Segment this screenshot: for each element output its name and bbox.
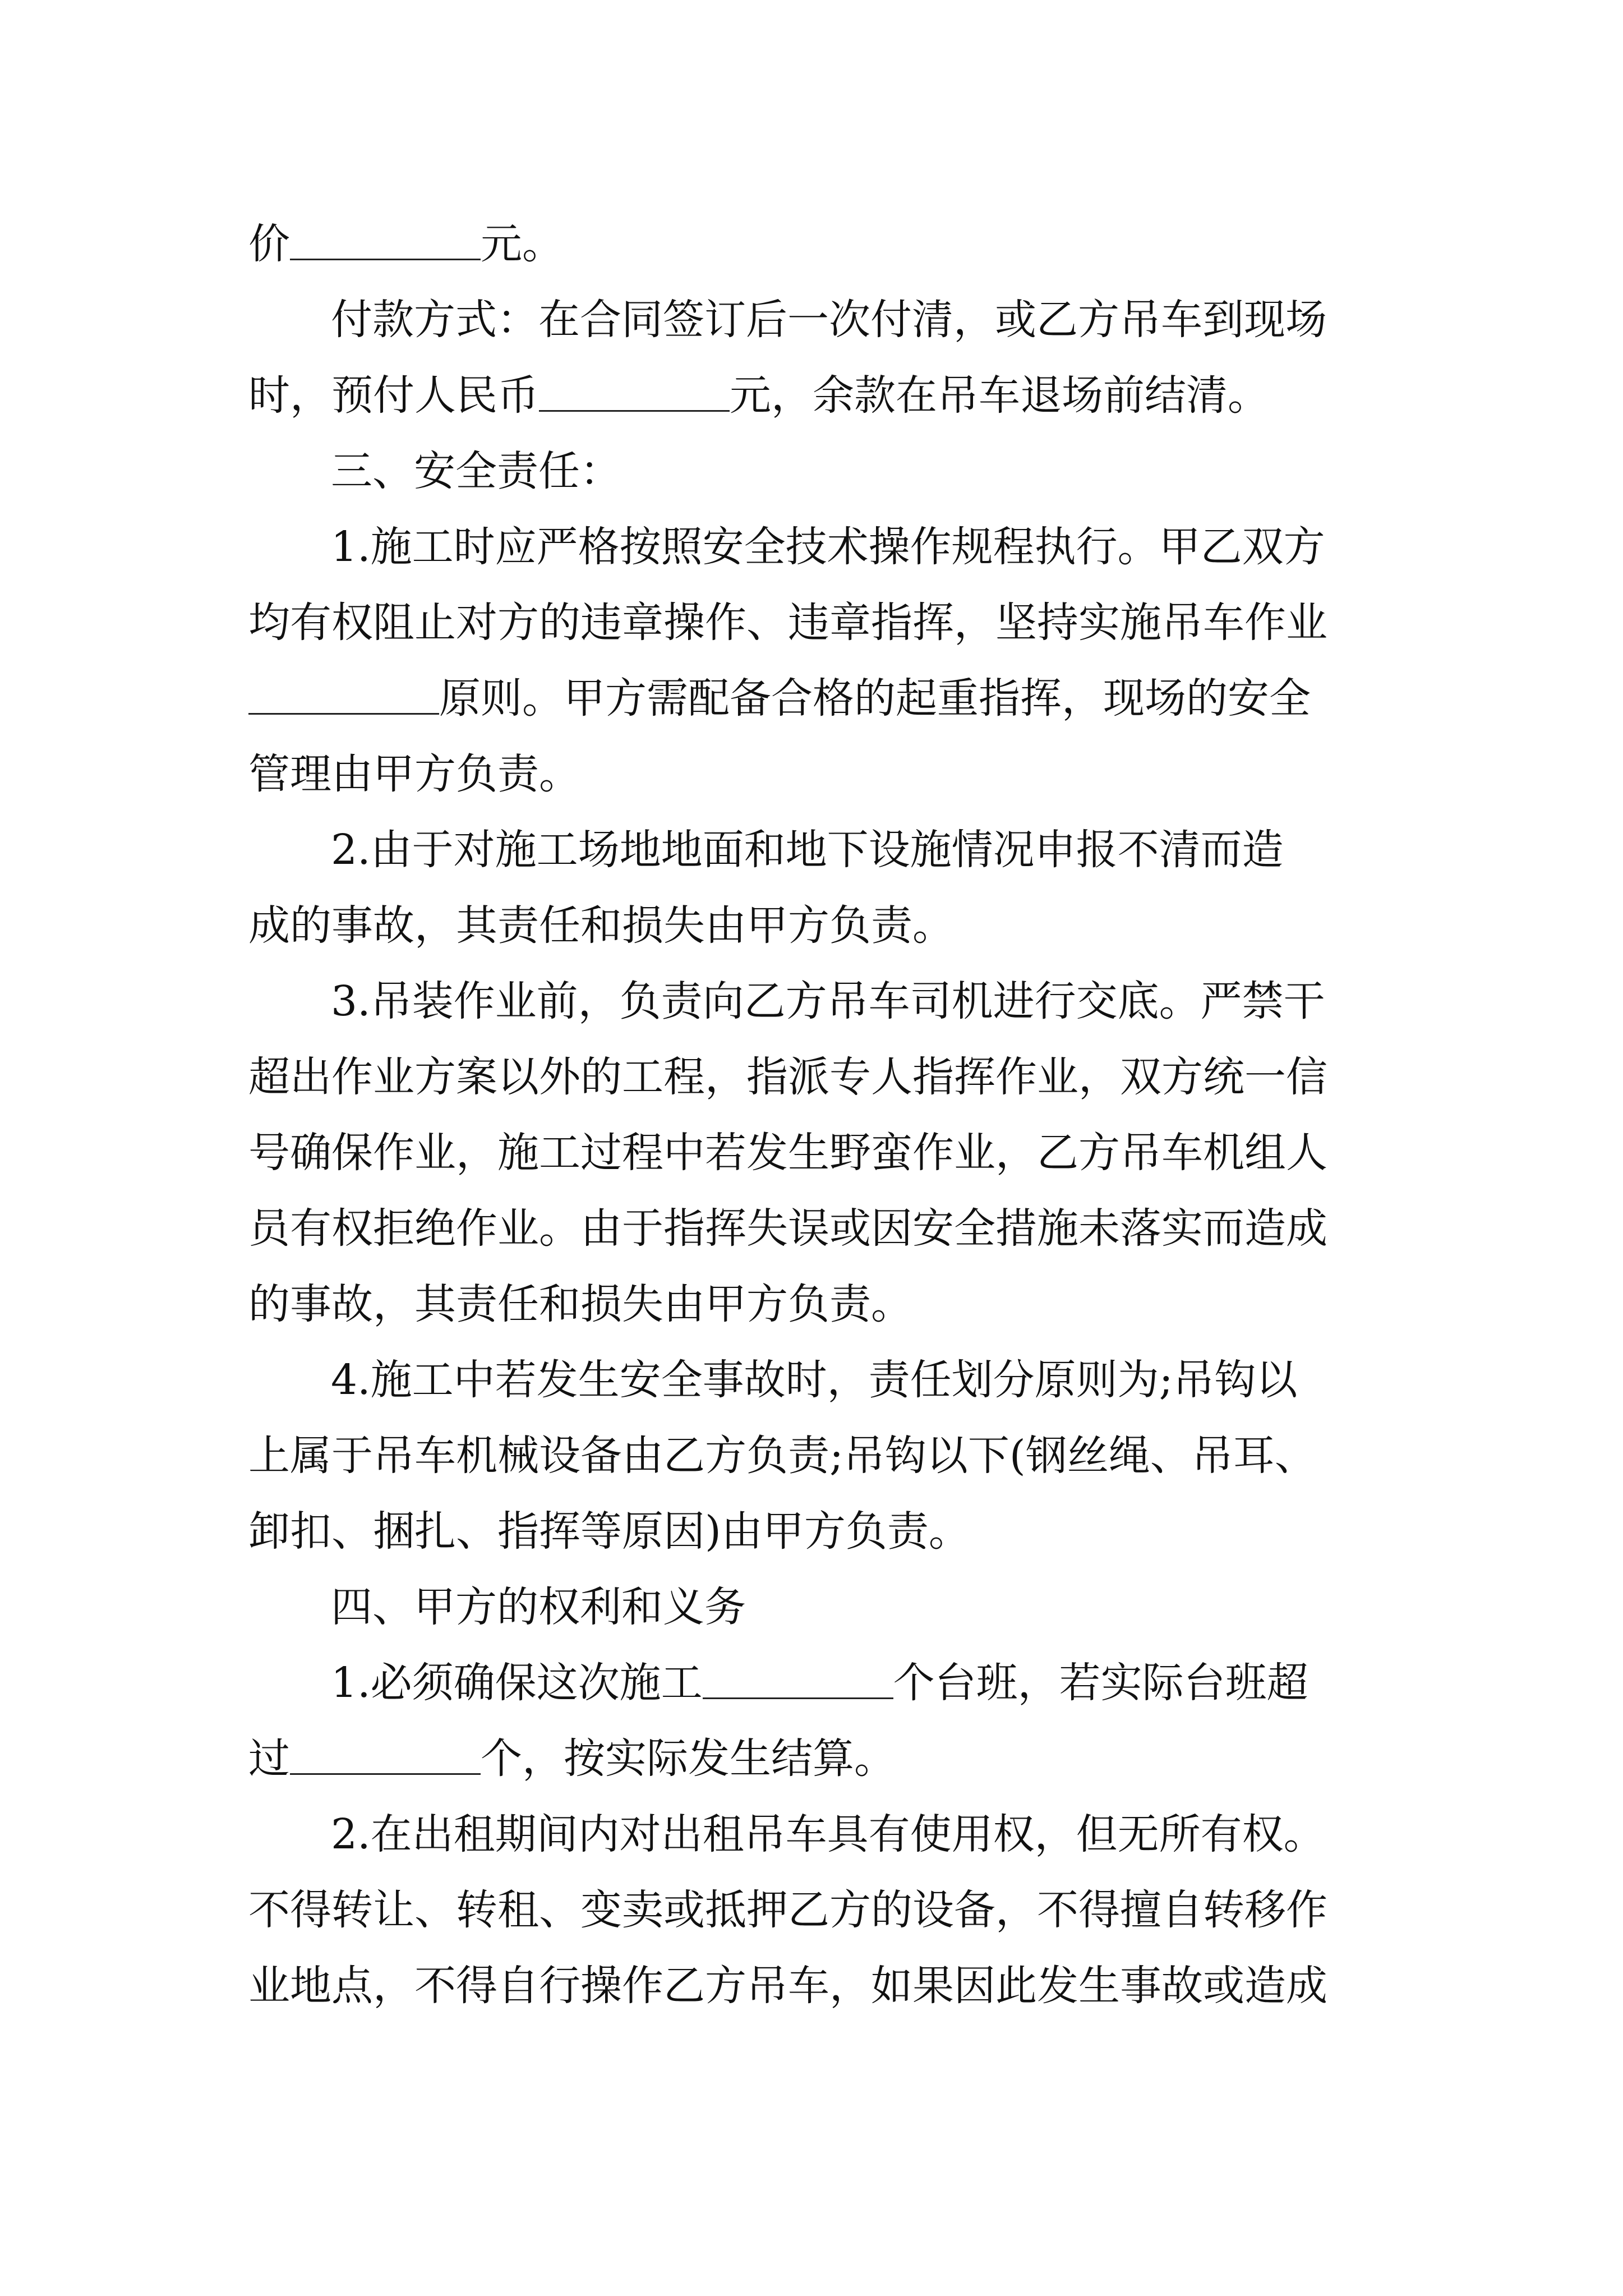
line-text: 4.施工中若发生安全事故时，责任划分原则为;吊钩以 <box>331 1356 1298 1404</box>
text-line <box>248 1038 1327 1116</box>
text-line <box>331 811 1284 889</box>
line-text: 1.施工时应严格按照安全技术操作规程执行。甲乙双方 <box>331 523 1325 571</box>
line-text-after: 个台班，若实际台班超 <box>893 1659 1308 1707</box>
line-text: 的事故，其责任和损失由甲方负责。 <box>248 1280 912 1328</box>
line-text-after: 原则。甲方需配备合格的起重指挥，现场的安全 <box>439 674 1311 723</box>
line-text: 业地点，不得自行操作乙方吊车，如果因此发生事故或造成 <box>248 1962 1327 2010</box>
line-text-after: 元。 <box>481 220 564 268</box>
text-line <box>331 1795 1325 1874</box>
line-text: 付款方式：在合同签订后一次付清，或乙方吊车到现场 <box>331 296 1327 344</box>
text-line <box>248 1492 970 1571</box>
text-line <box>248 205 564 283</box>
text-line <box>248 1114 1327 1192</box>
text-line <box>248 1719 896 1798</box>
section-heading <box>331 432 621 510</box>
text-line <box>331 962 1325 1041</box>
line-text: 不得转让、转租、变卖或抵押乙方的设备，不得擅自转移作 <box>248 1886 1327 1934</box>
text-line <box>248 1265 912 1343</box>
line-text-after: 个，按实际发生结算。 <box>481 1734 896 1783</box>
text-line <box>248 659 1311 738</box>
text-line <box>248 1416 1316 1495</box>
text-line <box>248 583 1327 662</box>
line-text: 卸扣、捆扎、指挥等原因)由甲方负责。 <box>248 1507 970 1556</box>
fill-in-blank <box>703 1656 893 1699</box>
text-line <box>248 735 580 813</box>
line-text: 三、安全责任： <box>331 447 621 495</box>
line-text: 上属于吊车机械设备由乙方负责;吊钩以下(钢丝绳、吊耳、 <box>248 1432 1316 1480</box>
fill-in-blank <box>248 671 439 715</box>
text-line <box>331 508 1325 586</box>
line-text: 时，预付人民币 <box>248 371 539 420</box>
text-line <box>331 280 1327 359</box>
text-line <box>248 356 1269 435</box>
text-line <box>331 1644 1308 1722</box>
line-text-after: 元，余款在吊车退场前结清。 <box>730 371 1269 420</box>
text-line <box>248 1189 1327 1268</box>
fill-in-blank <box>290 1732 481 1775</box>
line-text: 超出作业方案以外的工程，指派专人指挥作业，双方统一信 <box>248 1053 1327 1101</box>
fill-in-blank <box>539 369 730 412</box>
text-line <box>248 886 954 965</box>
line-text: 管理由甲方负责。 <box>248 750 580 798</box>
line-text: 2.在出租期间内对出租吊车具有使用权，但无所有权。 <box>331 1810 1325 1858</box>
line-text: 3.吊装作业前，负责向乙方吊车司机进行交底。严禁干 <box>331 977 1325 1025</box>
line-text: 四、甲方的权利和义务 <box>331 1583 746 1631</box>
text-line <box>248 1947 1327 2025</box>
line-text: 号确保作业，施工过程中若发生野蛮作业，乙方吊车机组人 <box>248 1129 1327 1177</box>
line-text: 均有权阻止对方的违章操作、违章指挥，坚持实施吊车作业 <box>248 599 1327 647</box>
line-text: 1.必须确保这次施工 <box>331 1659 703 1707</box>
line-text: 价 <box>248 220 290 268</box>
line-text: 过 <box>248 1734 290 1783</box>
fill-in-blank <box>290 217 481 260</box>
line-text: 2.由于对施工场地地面和地下设施情况申报不清而造 <box>331 826 1284 874</box>
section-heading <box>331 1568 746 1646</box>
line-text: 员有权拒绝作业。由于指挥失误或因安全措施未落实而造成 <box>248 1204 1327 1253</box>
line-text: 成的事故，其责任和损失由甲方负责。 <box>248 901 954 950</box>
text-line <box>331 1341 1298 1419</box>
text-line <box>248 1871 1327 1949</box>
